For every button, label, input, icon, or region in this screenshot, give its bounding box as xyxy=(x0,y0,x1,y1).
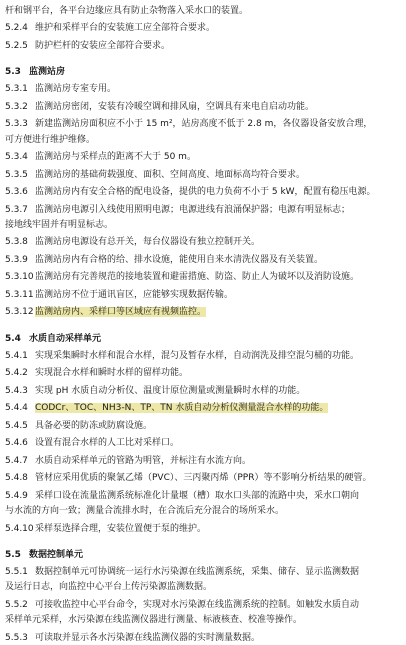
clause-text: 监测站房电源引入线使用照明电源；电源进线有浪涌保护器；电源有明显标志； xyxy=(35,204,351,215)
clause-text: 监测站房内、采样口等区域应有视频监控。 xyxy=(35,307,207,318)
clause-number: 5.3.3 xyxy=(5,119,28,130)
clause-text: 监测站房的基础荷载强度、面积、空间高度、地面标高均符合要求。 xyxy=(35,169,306,180)
clause-number: 5.4.4 xyxy=(5,403,28,414)
clause-number: 5.3.5 xyxy=(5,169,28,180)
clause-number: 5.3.4 xyxy=(5,152,28,163)
clause-text: 水质自动采样单元的管路为明管，并标注有水流方向。 xyxy=(35,455,252,466)
clause-text: 监测站房内有合格的给、排水设施，能使用自来水清洗仪器及有关装置。 xyxy=(35,254,324,265)
clause-text: 防护栏杆的安装应全部符合要求。 xyxy=(35,40,171,51)
clause-text: 数据控制单元 xyxy=(29,549,84,560)
clause-text: 监测站房与采样点的距离不大于 50 m。 xyxy=(35,152,196,163)
clause-text: 采样单元采样，水污染源在线监测仪器进行测量、标液核查、校准等操作。 xyxy=(5,615,303,626)
clause-item xyxy=(5,82,401,96)
clause-text: 监测站房密闭，安装有冷暖空调和排风扇，空调具有来电自启动功能。 xyxy=(35,101,315,112)
section-heading xyxy=(5,65,401,79)
clause-item xyxy=(5,366,401,380)
clause-number: 5.5.3 xyxy=(5,632,28,643)
section-heading xyxy=(5,332,401,346)
clause-number: 5.4.2 xyxy=(5,368,28,379)
clause-text: 水质自动采样单元 xyxy=(29,333,102,344)
clause-text: 可读取并显示各水污染源在线监测仪器的实时测量数据。 xyxy=(35,632,261,643)
clause-text: 采样泵选择合理，安装位置便于泵的维护。 xyxy=(35,523,207,534)
clause-item xyxy=(5,117,401,131)
clause-number: 5.5 xyxy=(5,549,21,560)
clause-text: CODCr、TOC、NH3-N、TP、TN 水质自动分析仪测量混合水样的功能。 xyxy=(35,403,329,414)
clause-item xyxy=(5,471,401,485)
clause-item xyxy=(5,419,401,433)
clause-number: 5.4.7 xyxy=(5,455,28,466)
clause-number: 5.3.2 xyxy=(5,101,28,112)
clause-number: 5.4.8 xyxy=(5,473,28,484)
clause-item xyxy=(5,270,401,284)
clause-item xyxy=(5,305,401,319)
clause-item xyxy=(5,39,401,53)
clause-item xyxy=(5,522,401,536)
clause-text: 管材应采用优质的聚氯乙烯（PVC）、三丙聚丙烯（PPR）等不影响分析结果的硬管。 xyxy=(35,473,372,484)
clause-number: 5.4.10 xyxy=(5,523,34,534)
clause-item xyxy=(5,454,401,468)
clause-number: 5.3.8 xyxy=(5,237,28,248)
clause-number: 5.4.1 xyxy=(5,350,28,361)
clause-continuation xyxy=(5,504,401,518)
clause-continuation xyxy=(5,613,401,627)
clause-text: 具备必要的防冻或防腐设施。 xyxy=(35,420,153,431)
clause-number: 5.3.11 xyxy=(5,289,34,300)
clause-item xyxy=(5,565,401,579)
clause-text: 监测站房有完善规范的接地装置和避雷措施、防盗、防止人为破坏以及消防设施。 xyxy=(35,272,360,283)
section-heading xyxy=(5,548,401,562)
clause-text: 接地线牢固并有明显标志。 xyxy=(5,219,114,230)
clause-item xyxy=(5,631,401,645)
clause-text: 监测站房专室专用。 xyxy=(35,84,117,95)
clause-text: 设置有混合水样的人工比对采样口。 xyxy=(35,438,180,449)
clause-number: 5.2.5 xyxy=(5,40,28,51)
clause-number: 5.3.6 xyxy=(5,187,28,198)
clause-text: 监测站房电源设有总开关，每台仪器设有独立控制开关。 xyxy=(35,237,261,248)
clause-item xyxy=(5,288,401,302)
clause-number: 5.4 xyxy=(5,333,21,344)
clause-text: 监测站房 xyxy=(29,67,66,78)
clause-text: 采样口设在流量监测系统标准化计量堰（槽）取水口头部的流路中央，采水口朝向 xyxy=(35,490,360,501)
clause-number: 5.3.10 xyxy=(5,272,34,283)
clause-text: 维护和采样平台的安装施工应全部符合要求。 xyxy=(35,23,216,34)
clause-item xyxy=(5,489,401,503)
clause-item xyxy=(5,401,401,415)
clause-text: 实现 pH 水质自动分析仪、温度计原位测量或测量瞬时水样的功能。 xyxy=(35,385,306,396)
clause-text: 杆和钢平台，各平台边缘应具有防止杂物落入采水口的装置。 xyxy=(5,6,249,16)
clause-item xyxy=(5,100,401,114)
clause-text: 可方便进行维护维修。 xyxy=(5,134,96,145)
clause-number: 5.4.6 xyxy=(5,438,28,449)
clause-item xyxy=(5,21,401,35)
clause-item xyxy=(5,235,401,249)
clause-text: 实现采集瞬时水样和混合水样，混匀及暂存水样，自动润洗及排空混匀桶的功能。 xyxy=(35,350,360,361)
clause-item xyxy=(5,168,401,182)
clause-text: 及运行日志，向监控中心平台上传污染源监测数据。 xyxy=(5,582,213,593)
clause-number: 5.2.4 xyxy=(5,23,28,34)
clause-item xyxy=(5,203,401,217)
clause-continuation xyxy=(5,218,401,232)
clause-item xyxy=(5,253,401,267)
clause-number: 5.4.5 xyxy=(5,420,28,431)
clause-text: 新建监测站房面积应不小于 15 m²，站房高度不低于 2.8 m，各仪器设备安放合理， xyxy=(35,119,373,130)
clause-item xyxy=(5,150,401,164)
clause-number: 5.4.9 xyxy=(5,490,28,501)
clause-text: 实现混合水样和瞬时水样的留样功能。 xyxy=(35,368,189,379)
clause-item xyxy=(5,384,401,398)
clause-number: 5.5.1 xyxy=(5,567,28,577)
clause-number: 5.3.1 xyxy=(5,84,28,95)
clause-item xyxy=(5,185,401,199)
clause-item xyxy=(5,598,401,612)
clause-number: 5.3 xyxy=(5,67,21,78)
clause-text: 数据控制单元可协调统一运行水污染源在线监测系统，采集、储存、显示监测数据 xyxy=(35,567,360,577)
clause-number: 5.3.7 xyxy=(5,204,28,215)
clause-continuation xyxy=(5,133,401,147)
clause-item xyxy=(5,436,401,450)
clause-text: 与水流的方向一致；测量合流排水时，在合流后充分混合的场所采水。 xyxy=(5,506,285,517)
clause-number: 5.3.9 xyxy=(5,254,28,265)
clause-text: 监测站房内有安全合格的配电设备，提供的电力负荷不小于 5 kW，配置有稳压电源。 xyxy=(35,187,376,198)
clause-text: 监测站房不位于通讯盲区，应能够实现数据传输。 xyxy=(35,289,234,300)
clause-text: 可接收监控中心平台命令，实现对水污染源在线监测系统的控制。如触发水质自动 xyxy=(35,599,360,610)
clause-continuation xyxy=(5,4,401,18)
clause-item xyxy=(5,349,401,363)
clause-number: 5.3.12 xyxy=(5,307,34,318)
clause-number: 5.5.2 xyxy=(5,599,28,610)
clause-number: 5.4.3 xyxy=(5,385,28,396)
clause-continuation xyxy=(5,580,401,594)
